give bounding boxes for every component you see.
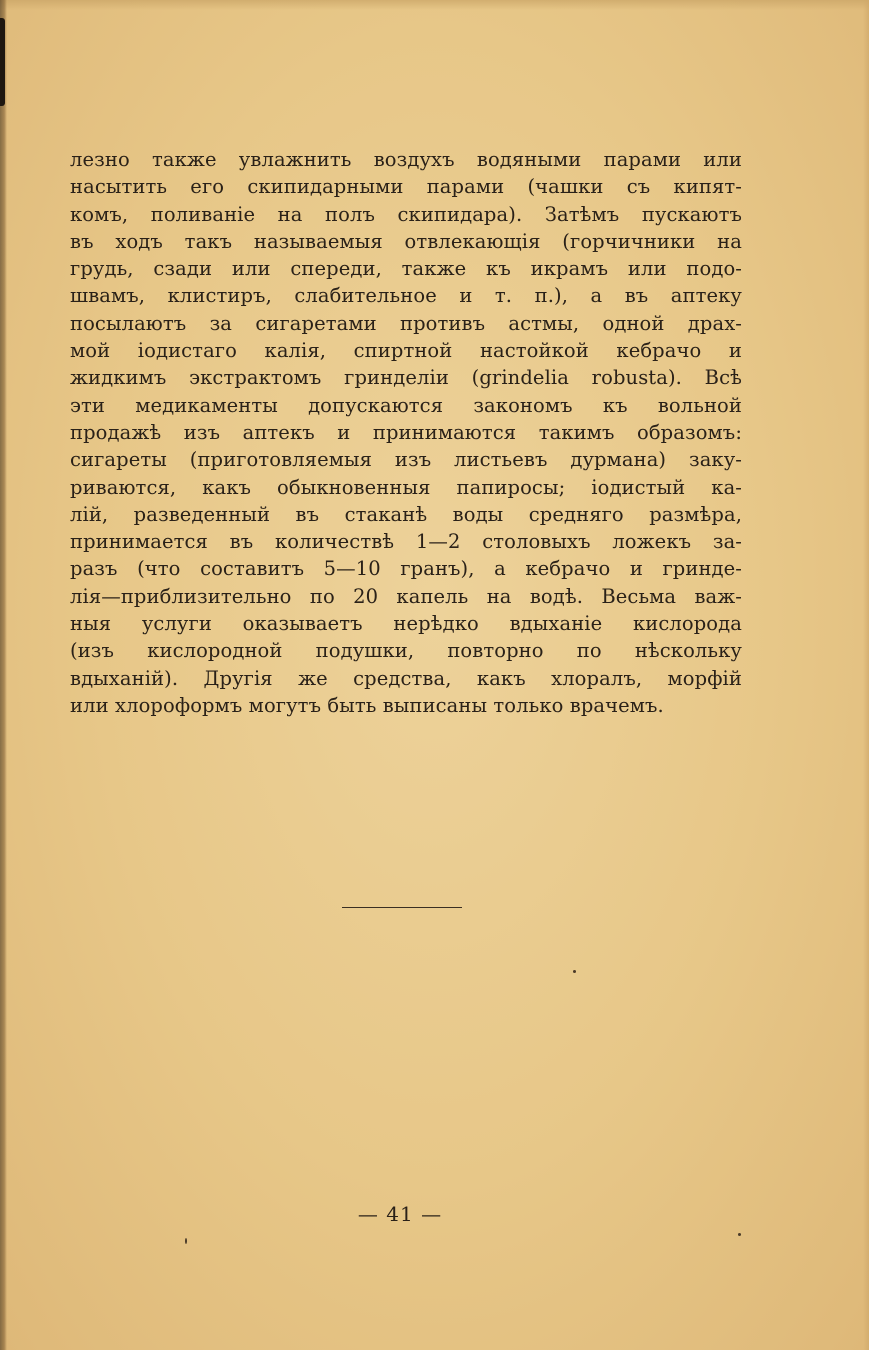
- text-line: сигареты (приготовляемыя изъ листьевъ дурмана) заку-: [70, 448, 742, 472]
- text-line: лезно также увлажнить воздухъ водяными парами или: [70, 148, 742, 171]
- text-line: риваются, какъ обыкновенныя папиросы; iодистый ка-: [70, 475, 742, 499]
- text-line: (изъ кислородной подушки, повторно по нѣскольку: [70, 639, 742, 663]
- text-line: эти медикаменты допускаются закономъ къ вольной: [70, 393, 742, 417]
- text-line: разъ (что составитъ 5—10 гранъ), а кебрачо и гринде-: [70, 557, 742, 581]
- paper-speck: [185, 1238, 187, 1244]
- text-line: мой iодистаго калiя, спиртной настойкой кебрачо и: [70, 339, 742, 363]
- text-line: ныя услуги оказываетъ нерѣдко вдыханiе кислорода: [70, 612, 742, 636]
- text-line: принимается въ количествѣ 1—2 столовыхъ ложекъ за-: [70, 530, 742, 554]
- text-line: насытить его скипидарными парами (чашки съ кипят-: [70, 175, 742, 199]
- paper-speck: [573, 970, 576, 973]
- text-line: швамъ, клистиръ, слабительное и т. п.), а въ аптеку: [70, 284, 742, 308]
- text-line: грудь, сзади или спереди, также къ икрамъ или подо-: [70, 257, 742, 281]
- page-top-edge: [0, 0, 869, 10]
- paper-speck: [738, 1233, 741, 1236]
- page-binding-shadow: [0, 0, 7, 1350]
- page-number: — 41 —: [357, 1202, 443, 1226]
- page-right-edge: [863, 0, 869, 1350]
- text-line: посылаютъ за сигаретами противъ астмы, одной драх-: [70, 311, 742, 335]
- text-line: или хлороформъ могутъ быть выписаны только врачемъ.: [70, 693, 664, 717]
- text-line: жидкимъ экстрактомъ гринделiи (grindelia robusta). Всѣ: [70, 366, 742, 390]
- text-line: продажѣ изъ аптекъ и принимаются такимъ образомъ:: [70, 420, 742, 444]
- binding-mark: [0, 18, 5, 106]
- text-line: въ ходъ такъ называемыя отвлекающiя (горчичники на: [70, 229, 742, 253]
- text-line: лiй, разведенный въ стаканѣ воды средняго размѣра,: [70, 502, 742, 526]
- text-line: вдыханiй). Другiя же средства, какъ хлоралъ, морфiй: [70, 666, 742, 690]
- text-line: комъ, поливанiе на полъ скипидара). Затѣмъ пускаютъ: [70, 202, 742, 226]
- section-separator-rule: [342, 907, 462, 908]
- text-line: лiя—приблизительно по 20 капель на водѣ. Весьма важ-: [70, 584, 742, 608]
- body-text: [70, 146, 742, 719]
